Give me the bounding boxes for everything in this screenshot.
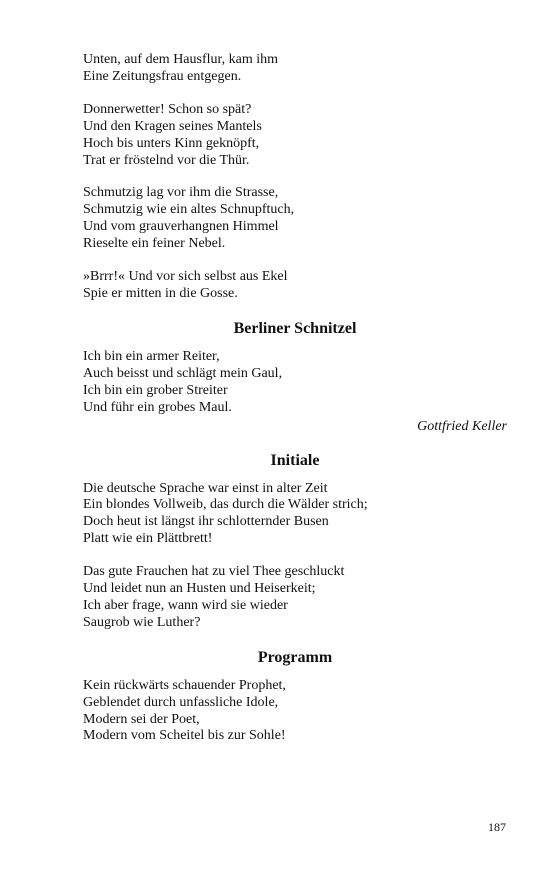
poem	[83, 451, 507, 632]
stanza	[83, 269, 507, 303]
verse-line: Platt wie ein Plättbrett!	[83, 531, 213, 547]
verse-line: Eine Zeitungsfrau entgegen.	[83, 68, 242, 84]
poem-title: Programm	[257, 648, 333, 666]
verse-line: Und führ ein grobes Maul.	[83, 399, 232, 415]
verse-line: Trat er fröstelnd vor die Thür.	[83, 152, 250, 168]
verse-line: Rieselte ein feiner Nebel.	[83, 236, 226, 252]
verse-line: Kein rückwärts schauender Prophet,	[83, 677, 286, 693]
verse-line: Auch beisst und schlägt mein Gaul,	[83, 365, 283, 381]
verse-line: Hoch bis unters Kinn geknöpft,	[83, 135, 260, 151]
verse-line: Modern vom Scheitel bis zur Sohle!	[83, 728, 286, 744]
verse-line: Und leidet nun an Husten und Heiserkeit;	[83, 581, 316, 597]
poem	[83, 648, 507, 746]
verse-line: Geblendet durch unfassliche Idole,	[83, 694, 279, 710]
verse-line: Schmutzig wie ein altes Schnupftuch,	[83, 202, 295, 218]
stanza	[83, 678, 507, 746]
verse-line: Saugrob wie Luther?	[83, 614, 201, 630]
verse-line: Spie er mitten in die Gosse.	[83, 285, 238, 301]
poem-author: Gottfried Keller	[417, 418, 507, 434]
verse-line: »Brrr!« Und vor sich selbst aus Ekel	[83, 269, 288, 285]
verse-line: Donnerwetter! Schon so spät?	[83, 101, 252, 117]
verse-line: Schmutzig lag vor ihm die Strasse,	[83, 185, 279, 201]
verse-line: Modern sei der Poet,	[83, 711, 200, 727]
verse-line: Ich bin ein grober Streiter	[83, 382, 228, 398]
verse-line: Ich aber frage, wann wird sie wieder	[83, 597, 288, 613]
stanza	[83, 52, 507, 86]
poem	[83, 52, 507, 303]
stanza	[83, 481, 507, 549]
poem-title: Initiale	[270, 451, 320, 469]
verse-line: Das gute Frauchen hat zu viel Thee geschluckt	[83, 564, 345, 580]
stanza	[83, 102, 507, 170]
verse-line: Und vom grauverhangnen Himmel	[83, 219, 279, 235]
verse-line: Ich bin ein armer Reiter,	[83, 348, 220, 364]
stanza	[83, 185, 507, 253]
verse-line: Unten, auf dem Hausflur, kam ihm	[83, 52, 279, 67]
poem	[83, 319, 507, 435]
poem-title: Berliner Schnitzel	[233, 319, 357, 337]
verse-line: Ein blondes Vollweib, das durch die Wälder strich;	[83, 497, 368, 513]
stanza	[83, 349, 507, 417]
verse-line: Die deutsche Sprache war einst in alter Zeit	[83, 480, 328, 496]
text-column	[83, 52, 507, 761]
stanza	[83, 564, 507, 632]
page-number: 187	[488, 820, 506, 834]
verse-line: Und den Kragen seines Mantels	[83, 118, 262, 134]
verse-line: Doch heut ist längst ihr schlotternder Busen	[83, 514, 329, 530]
